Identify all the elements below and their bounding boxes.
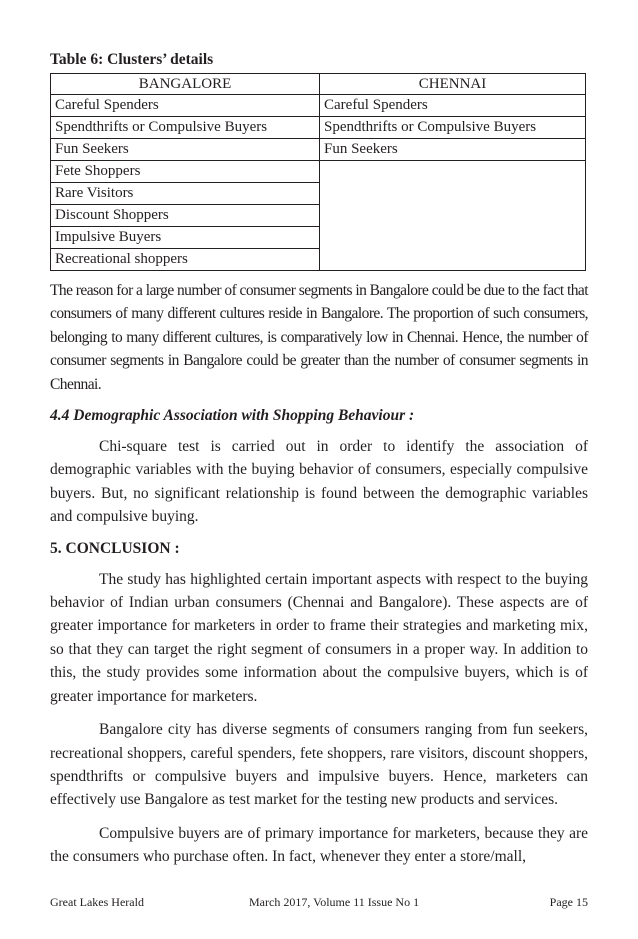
table-cell-bangalore: Careful Spenders [51,95,320,117]
paragraph-conclusion-2: Bangalore city has diverse segments of consumers ranging from fun seekers, recreational shoppers, careful spenders, fete shoppers, rare visitors, discount shoppers, spendthrifts or compulsive buyers and impulsive buyers. Hence, marketers can effectively use Bangalore as test market for the testing new products and services. [50,721,588,809]
paragraph-conclusion-1: The study has highlighted certain important aspects with respect to the buying behavior of Indian urban consumers (Chennai and Bangalore). These aspects are of greater importance for marketers in order to frame their strategies and marketing mix, so that they can target the right segment of consumers in a proper way. In addition to this, the study provides some information about the compulsive buyers, which is of greater importance for marketers. [50,570,588,705]
table-row [51,117,586,139]
table-cell-bangalore: Spendthrifts or Compulsive Buyers [51,117,320,139]
table-caption: Table 6: Clusters’ details [50,51,214,68]
table-cell-chennai-empty [320,161,586,271]
section-heading-conclusion: 5. CONCLUSION : [50,539,180,557]
footer-issue-info: March 2017, Volume 11 Issue No 1 [249,895,420,909]
table-cell-bangalore: Rare Visitors [51,183,320,205]
table-cell-bangalore: Discount Shoppers [51,205,320,227]
paragraph-conclusion-3: Compulsive buyers are of primary importance for marketers, because they are the consumers who purchase often. In fact, whenever they enter a store/mall, [50,824,588,866]
table-header-row [51,74,586,95]
table-cell-chennai: Fun Seekers [320,139,586,161]
table-cell-chennai: Spendthrifts or Compulsive Buyers [320,117,586,139]
table-cell-bangalore: Fete Shoppers [51,161,320,183]
table-cell-bangalore: Fun Seekers [51,139,320,161]
page-footer [50,894,588,910]
table-row [51,95,586,117]
table-cell-chennai: Careful Spenders [320,95,586,117]
table-row [51,161,586,183]
section-heading-4-4: 4.4 Demographic Association with Shopping Behaviour : [50,407,415,425]
page-content [50,50,588,869]
paragraph-segments-reason: The reason for a large number of consumer segments in Bangalore could be due to the fact that consumers of many different cultures reside in Bangalore. The proportion of such consumers, belonging to many different cultures, is comparatively low in Chennai. Hence, the number of consumer segments in Bangalore could be greater than the number of consumer segments in Chennai. [50,282,588,393]
table-cell-bangalore: Impulsive Buyers [51,227,320,249]
table-header-bangalore: BANGALORE [51,74,320,95]
clusters-table [50,73,586,271]
footer-journal-name: Great Lakes Herald [50,895,144,909]
footer-page-number: Page 15 [549,895,588,909]
table-header-chennai: CHENNAI [320,74,586,95]
table-cell-bangalore: Recreational shoppers [51,249,320,271]
paragraph-chi-square: Chi-square test is carried out in order to identify the association of demographic variables with the buying behavior of consumers, especially compulsive buyers. But, no significant relationship is found between the demographic variables and compulsive buying. [50,438,588,526]
table-row [51,139,586,161]
